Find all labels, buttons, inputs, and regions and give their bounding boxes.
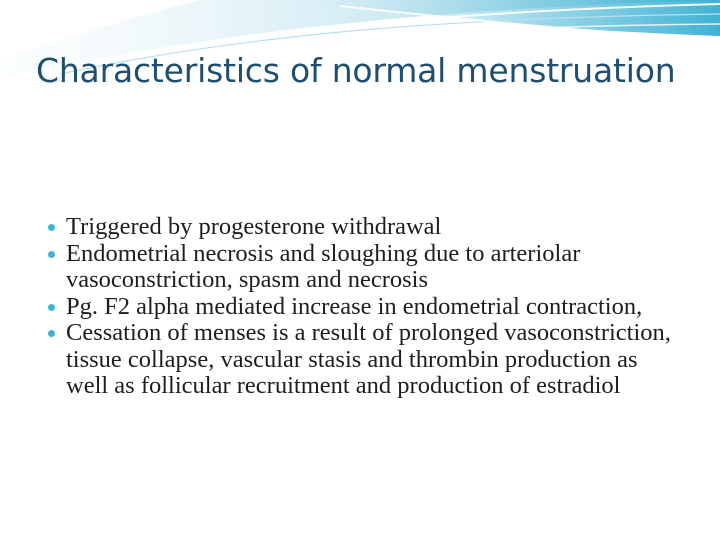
bullet-text: Endometrial necrosis and sloughing due to arteriolar vasoconstriction, spasm and necrosis — [66, 239, 581, 293]
bullet-text: Cessation of menses is a result of prolonged vasoconstriction, tissue collapse, vascular stasis and thrombin production as well as follicular recruitment and production of estradiol — [66, 319, 671, 399]
slide-title: Characteristics of normal menstruation — [36, 51, 676, 90]
bullet-dot-icon — [48, 224, 55, 231]
bullet-text: Pg. F2 alpha mediated increase in endometrial contraction, — [66, 292, 643, 320]
bullet-item — [48, 320, 678, 400]
bullet-list — [48, 214, 678, 400]
bullet-item — [48, 294, 678, 321]
bullet-text: Triggered by progesterone withdrawal — [66, 213, 442, 240]
bullet-dot-icon — [48, 251, 55, 258]
bullet-item — [48, 214, 678, 241]
bullet-item — [48, 241, 678, 294]
bullet-dot-icon — [48, 304, 55, 311]
bullet-dot-icon — [48, 330, 55, 337]
